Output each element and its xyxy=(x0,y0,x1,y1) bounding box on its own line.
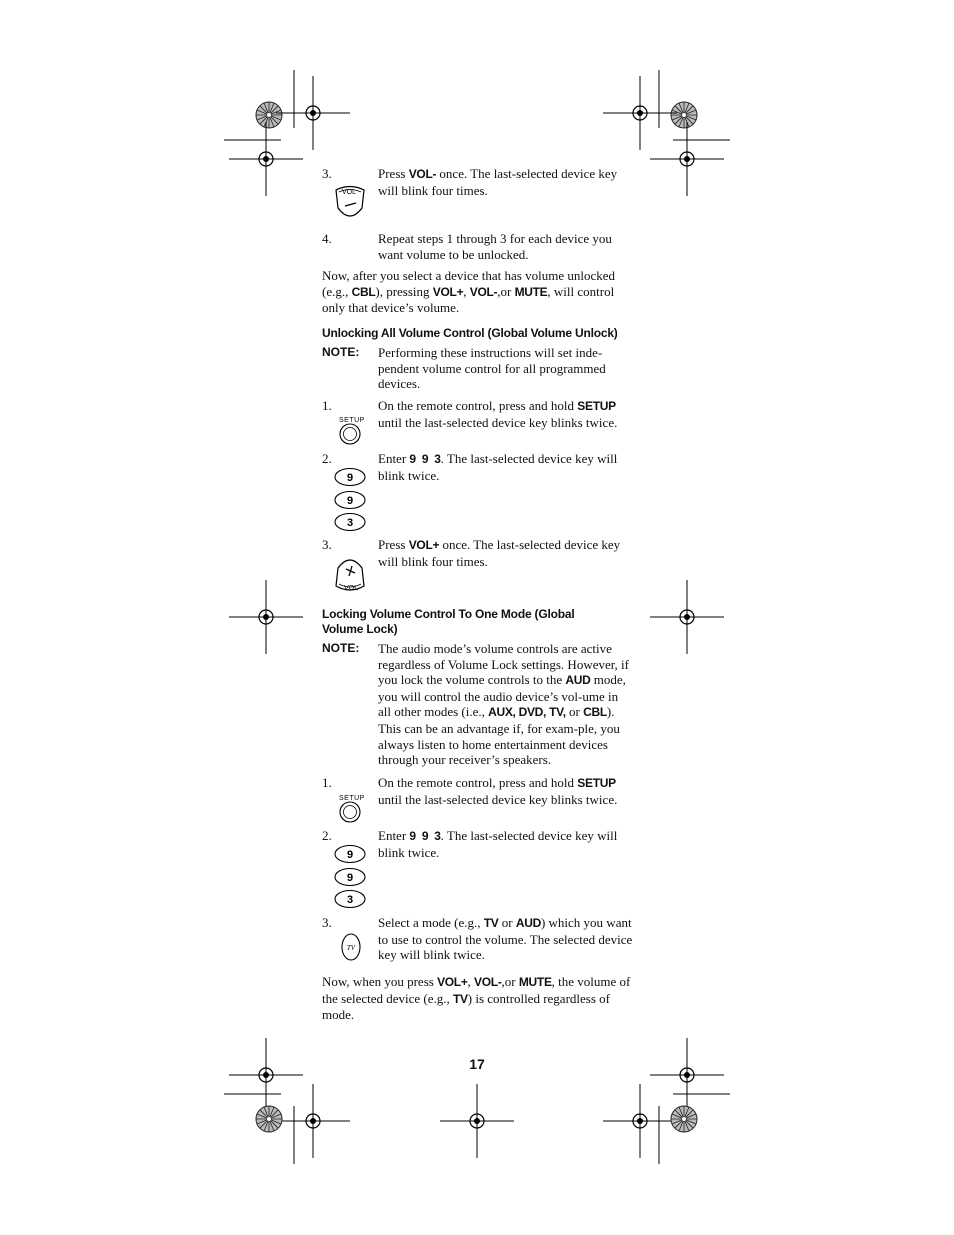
svg-text:9: 9 xyxy=(346,849,354,861)
svg-text:3: 3 xyxy=(346,517,354,529)
vol-down-key-icon xyxy=(334,184,366,222)
registration-mark-icon xyxy=(650,580,724,654)
step-number: 2. xyxy=(322,451,332,466)
star-target-icon xyxy=(671,102,697,128)
tv-key-icon xyxy=(340,932,362,964)
svg-text:9: 9 xyxy=(346,872,354,884)
paragraph: Now, when you press VOL+, VOL-,or MUTE, the volume of the selected device (e.g., TV) is controlled regardless of mode. xyxy=(322,974,631,1023)
note-text: The audio mode’s volume controls are active regardless of Volume Lock settings. However, if you lock the volume controls to the AUD mode, you will control the audio device’s vol-ume in all other modes (i.e., AUX, DVD, TV, or CBL). This can be an advantage if, for exam-ple, you always listen to home entertainment devices through your receiver’s speakers. xyxy=(378,641,629,768)
step-text: On the remote control, press and hold SETUP until the last-selected device key blinks twice. xyxy=(378,398,618,430)
setup-key-icon xyxy=(336,792,366,824)
step-text: Repeat steps 1 through 3 for each device you want volume to be unlocked. xyxy=(378,231,612,262)
page-number: 17 xyxy=(469,1056,485,1072)
svg-text:9: 9 xyxy=(346,495,354,507)
star-target-icon xyxy=(256,102,282,128)
svg-text:VOL: VOL xyxy=(342,189,357,196)
registration-mark-icon xyxy=(276,76,350,150)
note-label: NOTE: xyxy=(322,345,360,359)
registration-mark-icon xyxy=(603,1084,677,1158)
section-heading: Locking Volume Control To One Mode (Global Volume Lock) xyxy=(322,607,575,636)
step-number: 3. xyxy=(322,166,332,181)
paragraph: Now, after you select a device that has volume unlocked (e.g., CBL), pressing VOL+, VOL-,or MUTE, will control only that device’s volume. xyxy=(322,268,615,316)
registration-mark-icon xyxy=(440,1084,514,1158)
step-number: 1. xyxy=(322,775,332,790)
step-text: Enter 9 9 3. The last-selected device key will blink twice. xyxy=(378,828,618,860)
star-target-icon xyxy=(671,1106,697,1132)
step-text: Press VOL- once. The last-selected device key will blink four times. xyxy=(378,166,618,198)
vol-up-key-icon xyxy=(334,554,366,594)
note-label: NOTE: xyxy=(322,641,360,655)
registration-mark-icon xyxy=(603,76,677,150)
registration-mark-icon xyxy=(229,122,303,196)
setup-key-icon xyxy=(336,414,366,446)
svg-text:3: 3 xyxy=(346,894,354,906)
registration-mark-icon xyxy=(276,1084,350,1158)
step-number: 3. xyxy=(322,537,332,552)
digit-keys-icon xyxy=(333,844,369,910)
step-number: 2. xyxy=(322,828,332,843)
svg-text:TV: TV xyxy=(346,944,356,952)
digit-keys-icon xyxy=(333,467,369,533)
step-text: On the remote control, press and hold SETUP until the last-selected device key blinks twice. xyxy=(378,775,618,807)
svg-text:9: 9 xyxy=(346,472,354,484)
note-text: Performing these instructions will set inde-pendent volume control for all programmed devices. xyxy=(378,345,606,392)
step-text: Enter 9 9 3. The last-selected device key will blink twice. xyxy=(378,451,618,483)
svg-text:SETUP: SETUP xyxy=(339,417,365,424)
star-target-icon xyxy=(256,1106,282,1132)
step-number: 1. xyxy=(322,398,332,413)
svg-text:VOL: VOL xyxy=(344,585,359,592)
step-number: 3. xyxy=(322,915,332,930)
registration-mark-icon xyxy=(229,1038,303,1112)
registration-mark-icon xyxy=(229,580,303,654)
step-number: 4. xyxy=(322,231,332,246)
step-text: Select a mode (e.g., TV or AUD) which you want to use to control the volume. The selected device key will blink twice. xyxy=(378,915,633,963)
registration-mark-icon xyxy=(650,122,724,196)
svg-text:SETUP: SETUP xyxy=(339,795,365,802)
step-text: Press VOL+ once. The last-selected device key will blink four times. xyxy=(378,537,621,569)
registration-mark-icon xyxy=(650,1038,724,1112)
section-heading: Unlocking All Volume Control (Global Volume Unlock) xyxy=(322,326,618,340)
